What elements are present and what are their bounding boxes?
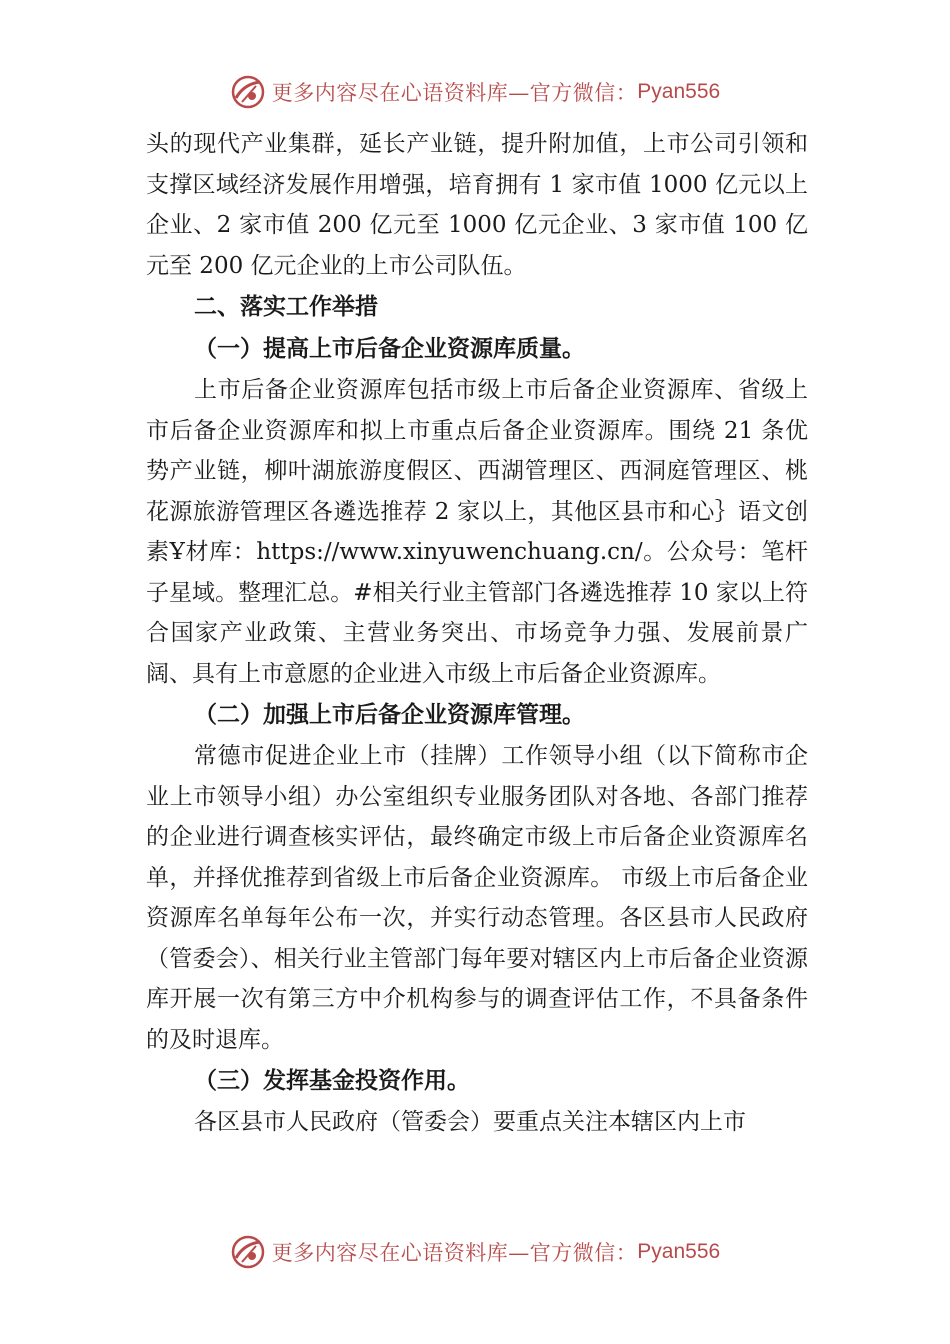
watermark-text: 更多内容尽在心语资料库—官方微信： [271, 1241, 638, 1265]
watermark-banner-top [0, 70, 950, 114]
paragraph-sub1: 上市后备企业资源库包括市级上市后备企业资源库、省级上市后备企业资源库和拟上市重点后备企业资源库。围绕 21 条优势产业链，柳叶湖旅游度假区、西湖管理区、西洞庭管理区、桃花源旅游管理区各遴选推荐 2 家以上，其他区县市和心｝语文创素Ұ材库：https://www.xinyuwenchuang.cn/。公众号：笔杆子星域。整理汇总。#相关行业主管部门各遴选推荐 10 家以上符合国家产业政策、主营业务突出、市场竞争力强、发展前景广阔、具有上市意愿的企业进入市级上市后备企业资源库。 [146, 377, 808, 687]
logo-icon [230, 1234, 266, 1270]
logo-icon [230, 74, 266, 110]
watermark-id: Pyan556 [637, 1240, 721, 1263]
paragraph-sub2: 常德市促进企业上市（挂牌）工作领导小组（以下简称市企业上市领导小组）办公室组织专业服务团队对各地、各部门推荐的企业进行调查核实评估，最终确定市级上市后备企业资源库名单，并择优推荐到省级上市后备企业资源库。 市级上市后备企业资源库名单每年公布一次，并实行动态管理。各区县市人民政府（管委会）、相关行业主管部门每年要对辖区内上市后备企业资源库开展一次有第三方中介机构参与的调查评估工作，不具备条件的及时退库。 [146, 743, 808, 1053]
watermark-id: Pyan556 [637, 80, 721, 103]
paragraph-sub3: 各区县市人民政府（管委会）要重点关注本辖区内上市 [194, 1109, 746, 1135]
subsection-heading-3: （三）发挥基金投资作用。 [194, 1067, 470, 1094]
watermark-text: 更多内容尽在心语资料库—官方微信： [271, 81, 638, 105]
document-body [146, 124, 808, 1143]
subsection-heading-1: （一）提高上市后备企业资源库质量。 [194, 335, 585, 362]
paragraph-continuation: 头的现代产业集群，延长产业链，提升附加值，上市公司引领和支撑区域经济发展作用增强，培育拥有 1 家市值 1000 亿元以上企业、2 家市值 200 亿元至 1000 亿元企业、3 家市值 100 亿元至 200 亿元企业的上市公司队伍。 [146, 131, 808, 279]
section-heading: 二、落实工作举措 [194, 294, 378, 320]
subsection-heading-2: （二）加强上市后备企业资源库管理。 [194, 701, 585, 728]
watermark-banner-bottom [0, 1230, 950, 1274]
